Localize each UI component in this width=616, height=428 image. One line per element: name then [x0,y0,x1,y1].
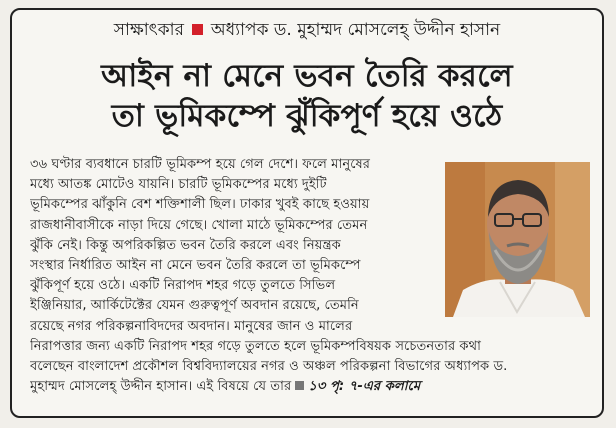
body-line: ঝুঁকি নেই। কিন্তু অপরিকল্পিত ভবন তৈরি করলে এবং নিয়ন্ত্রক [30,237,341,253]
kicker-person: অধ্যাপক ড. মুহাম্মদ মোসলেহ্ উদ্দীন হাসান [210,20,501,40]
body-line: ঝুঁকিপূর্ণ হয়ে ওঠে। একটি নিরাপদ শহর গড়ে তুলতে সিভিল [30,278,336,294]
newspaper-clipping [10,8,604,418]
article-body [30,155,440,337]
headline-line-2: তা ভূমিকম্পে ঝুঁকিপূর্ণ হয়ে ওঠে [111,98,503,134]
body-line: নিরাপত্তার জন্য একটি নিরাপদ শহর গড়ে তুলতে হলে ভূমিকম্পবিষয়ক সচেতনতার কথা [30,339,481,354]
body-line: রাজধানীবাসীকে নাড়া দিয়ে গেছে। খোলা মাঠে ভূমিকম্পের তেমন [30,217,368,233]
portrait-photo [445,162,590,317]
body-line: ৩৬ ঘণ্টার ব্যবধানে চারটি ভূমিকম্প হয়ে গেল দেশে। ফলে মানুষের [30,157,371,172]
body-line: সংস্থার নির্ধারিত আইন না মেনে ভবন তৈরি করলে তা ভূমিকম্পে [30,258,361,274]
continuation-reference: ১৩ পৃ: ৭-এর কলামে [308,379,421,395]
body-line: রয়েছে নগর পরিকল্পনাবিদদের অবদান। মানুষের জান ও মালের [30,318,353,334]
body-line: ভূমিকম্পের ঝাঁকুনি বেশ শক্তিশালী ছিল। ঢাকার খুবই কাছে হওয়ায় [30,197,370,213]
continuation-text: মুহাম্মদ মোসলেহ্ উদ্দীন হাসান। এই বিষয়ে যে তার [30,379,292,395]
headline-line-1: আইন না মেনে ভবন তৈরি করলে [101,58,513,94]
continuation-line [30,377,590,397]
red-square-icon [192,24,203,35]
article-body-wide [30,337,590,398]
kicker-section: সাক্ষাৎকার [113,20,184,40]
headline [12,56,602,136]
body-line: ইঞ্জিনিয়ার, আর্কিটেক্টের যেমন গুরুত্বপূর্ণ অবদান রয়েছে, তেমনি [30,298,359,314]
body-line: মধ্যে আতঙ্ক মোটেও যায়নি। চারটি ভূমিকম্পের মধ্যে দুইটি [30,177,327,193]
gray-square-icon [295,381,304,390]
body-line: বলেছেন বাংলাদেশ প্রকৌশল বিশ্ববিদ্যালয়ের নগর ও অঞ্চল পরিকল্পনা বিভাগের অধ্যাপক ড. [30,359,508,375]
kicker [12,19,602,41]
